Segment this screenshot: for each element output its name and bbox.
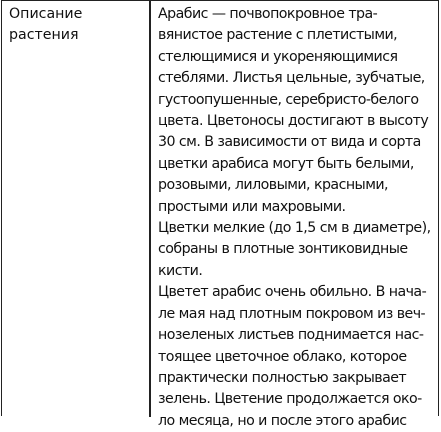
text-line: цвета. Цветоносы достигают в высоту xyxy=(158,113,429,130)
text-line: вянистое растение с плетистыми, xyxy=(158,27,398,44)
description-table xyxy=(1,0,439,429)
text-line: нозеленых листьев поднимается нас- xyxy=(158,327,424,344)
text-line: стеблями. Листья цельные, зубчатые, xyxy=(158,70,425,87)
text-line: стелющимися и укореняющимися xyxy=(158,48,398,65)
text-line: собраны в плотные зонтиковидные xyxy=(158,241,408,258)
description-cell xyxy=(158,4,437,432)
text-line: ле мая над плотным покровом из веч- xyxy=(158,305,426,322)
text-line: практически полностью закрывает xyxy=(158,369,407,386)
text-line: тоящее цветочное облако, которое xyxy=(158,348,407,365)
text-line: цветки арабиса могут быть белыми, xyxy=(158,155,414,172)
column-divider xyxy=(149,1,151,417)
label-line: растения xyxy=(9,27,79,44)
text-line: розовыми, лиловыми, красными, xyxy=(158,177,388,194)
text-line: Цветет арабис очень обильно. В нача- xyxy=(158,284,427,301)
text-line: кисти. xyxy=(158,262,203,279)
text-line: Цветки мелкие (до 1,5 см в диаметре), xyxy=(158,220,431,237)
label-cell xyxy=(9,4,144,47)
text-line: зелень. Цветение продолжается око- xyxy=(158,391,422,408)
text-line: 30 см. В зависимости от вида и сорта xyxy=(158,134,421,151)
text-line: простыми или махровыми. xyxy=(158,198,346,215)
text-line: густоопушенные, серебристо-белого xyxy=(158,91,419,108)
label-line: Описание xyxy=(9,6,83,22)
text-line: ло месяца, но и после этого арабис xyxy=(158,412,407,429)
text-line: Арабис — почвопокровное тра- xyxy=(158,6,378,22)
